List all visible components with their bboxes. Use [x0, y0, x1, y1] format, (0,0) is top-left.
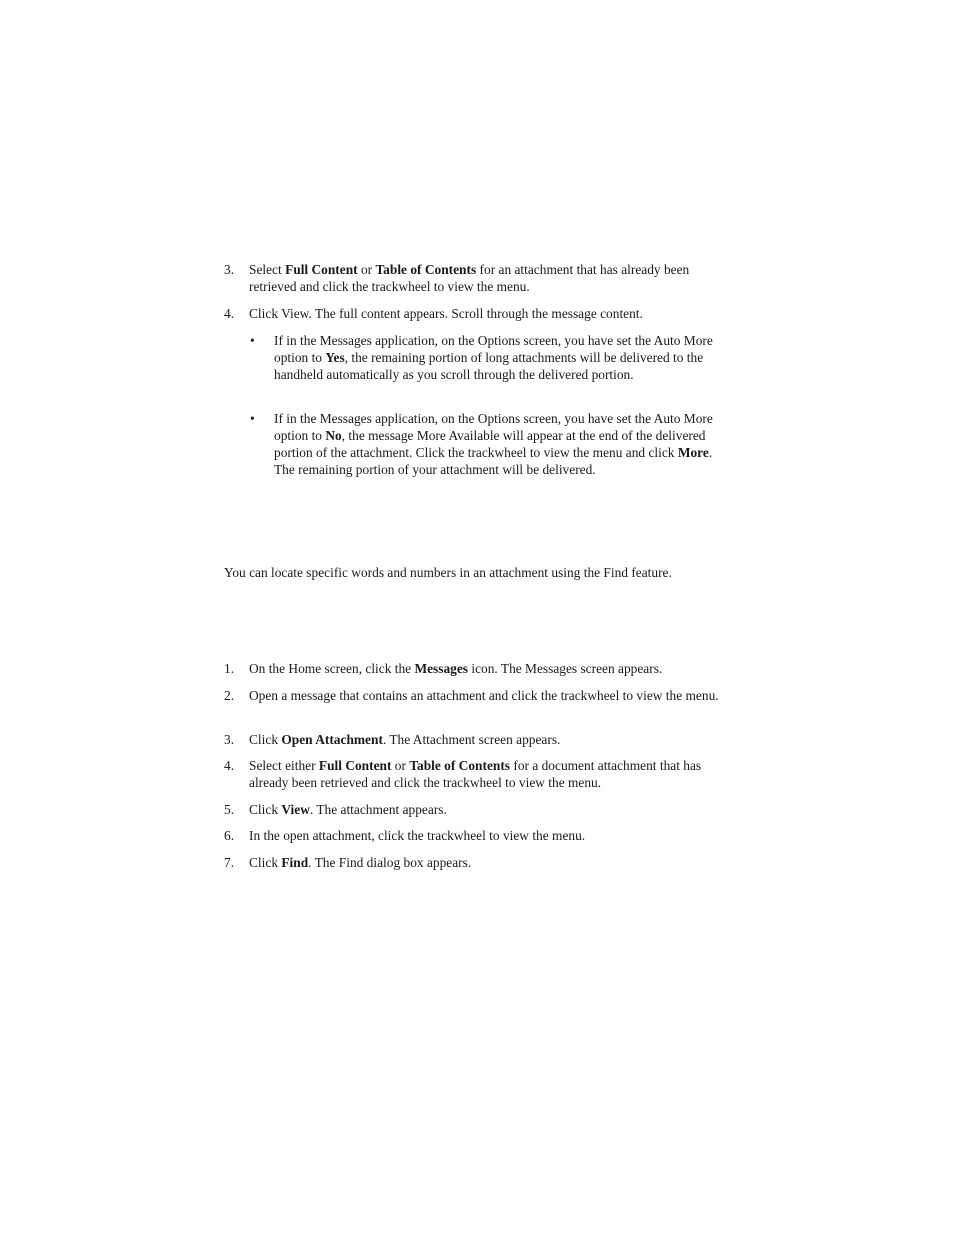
list-item	[224, 687, 734, 704]
step-text: Open a message that contains an attachment and click the trackwheel to view the menu.	[249, 688, 719, 703]
step-text: On the Home screen, click the Messages icon. The Messages screen appears.	[249, 661, 663, 676]
step-number: 5.	[224, 802, 235, 817]
list-item	[224, 757, 734, 791]
step-number: 7.	[224, 855, 235, 870]
list-item	[224, 660, 734, 677]
step-text: Click Open Attachment. The Attachment screen appears.	[249, 732, 561, 747]
list-item	[224, 827, 734, 844]
bullet-dot: •	[250, 411, 255, 426]
step-text: Click View. The attachment appears.	[249, 802, 447, 817]
step-text: Click View. The full content appears. Scroll through the message content.	[249, 306, 643, 321]
bullet-item	[250, 410, 730, 478]
step-number: 2.	[224, 688, 235, 703]
list-item	[224, 801, 734, 818]
list-item	[224, 261, 734, 295]
step-number: 4.	[224, 758, 235, 773]
step-number: 4.	[224, 306, 235, 321]
intro-paragraph: You can locate specific words and numbers in an attachment using the Find feature.	[224, 565, 672, 580]
step-number: 6.	[224, 828, 235, 843]
step-number: 3.	[224, 262, 235, 277]
bullet-text: If in the Messages application, on the Options screen, you have set the Auto More option to No, the message More Available will appear at the end of the delivered portion of the attachment. Click the trackwheel to view the menu and click More. The remaining portion of your attachment will be delivered.	[274, 411, 713, 477]
step-text: In the open attachment, click the trackwheel to view the menu.	[249, 828, 586, 843]
step-text: Click Find. The Find dialog box appears.	[249, 855, 472, 870]
bullet-dot: •	[250, 333, 255, 348]
list-item	[224, 305, 734, 322]
list-item	[224, 731, 734, 748]
step-number: 3.	[224, 732, 235, 747]
bullet-text: If in the Messages application, on the Options screen, you have set the Auto More option to Yes, the remaining portion of long attachments will be delivered to the handheld automatically as you scroll through the delivered portion.	[274, 333, 713, 382]
bullet-item	[250, 332, 730, 383]
step-text: Select Full Content or Table of Contents for an attachment that has already been retrieved and click the trackwheel to view the menu.	[249, 262, 690, 294]
step-text: Select either Full Content or Table of Contents for a document attachment that has already been retrieved and click the trackwheel to view the menu.	[249, 758, 702, 790]
step-number: 1.	[224, 661, 235, 676]
list-item	[224, 854, 734, 871]
